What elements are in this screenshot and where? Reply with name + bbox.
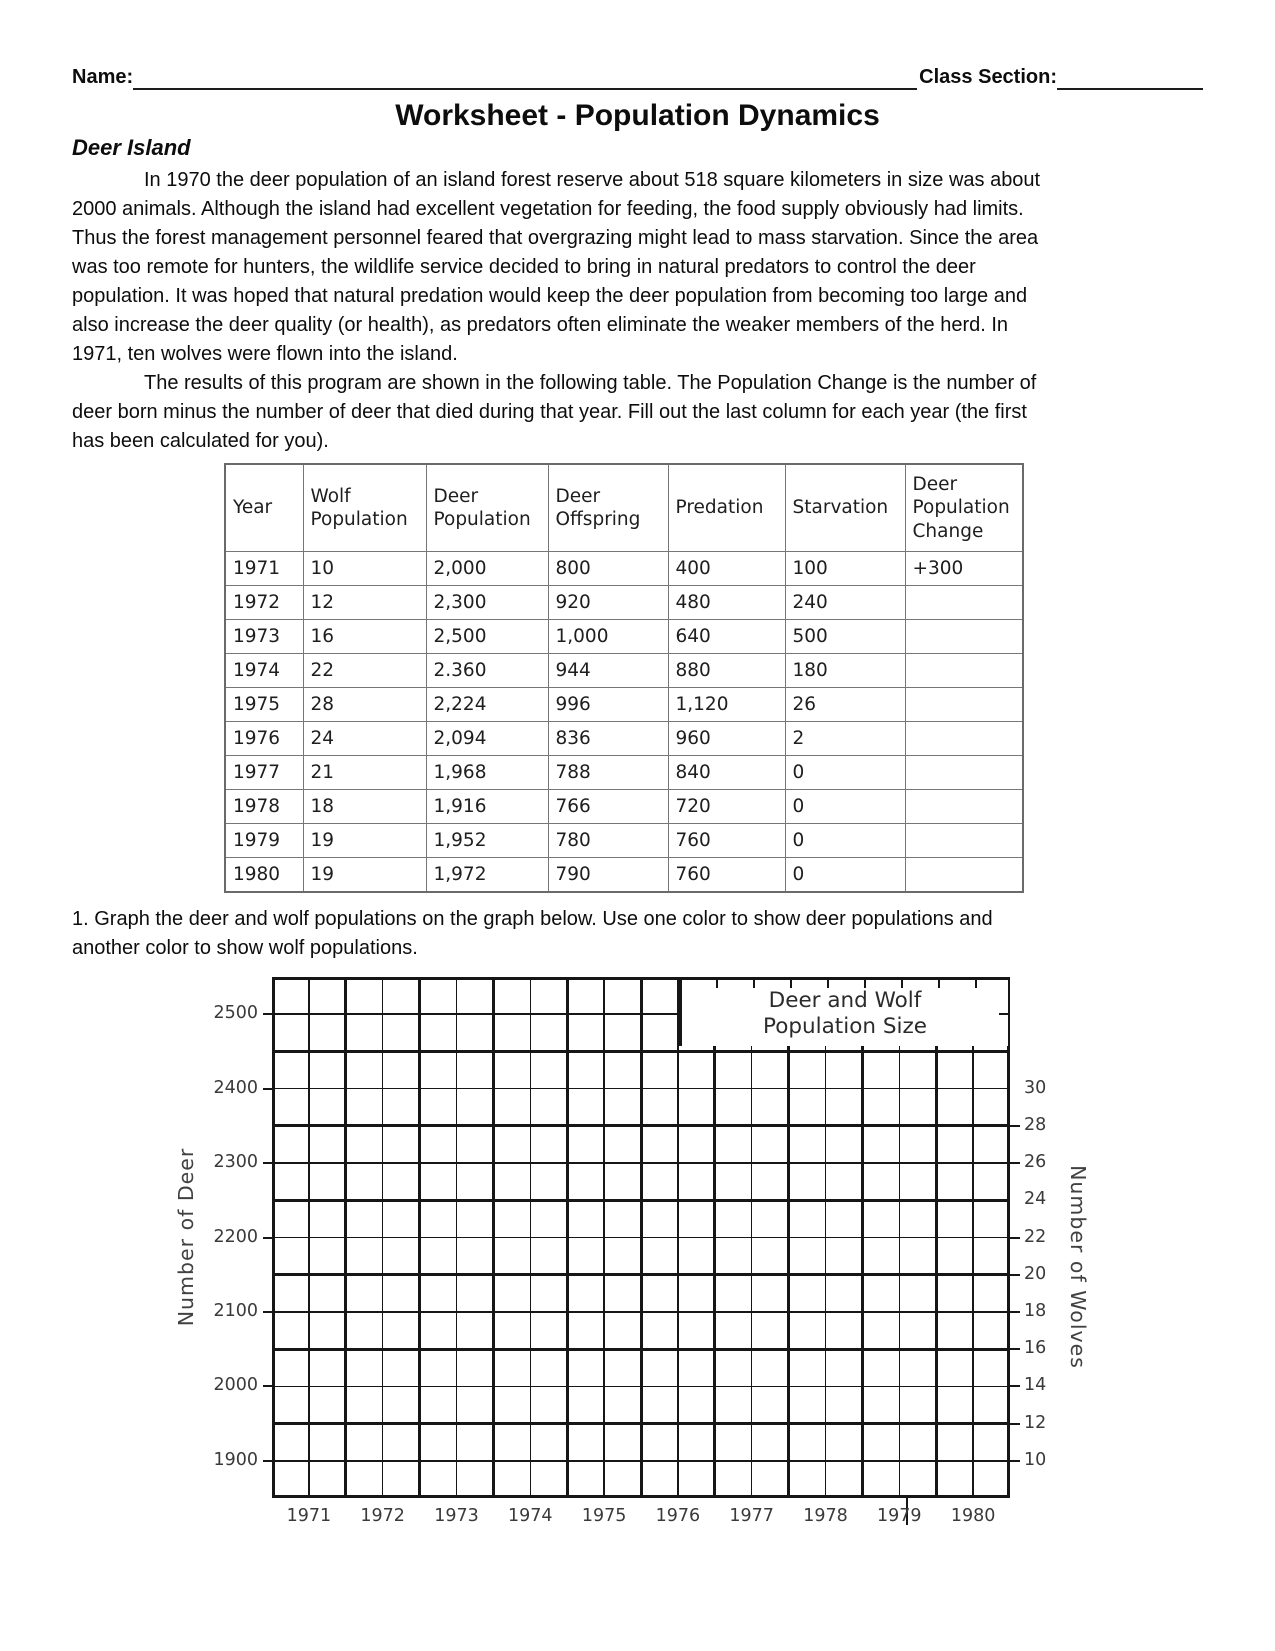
table-cell: 1,000 <box>548 620 668 654</box>
table-cell: +300 <box>905 552 1023 586</box>
text-line: 1. Graph the deer and wolf populations on the graph below. Use one color to show deer populations and <box>72 908 993 930</box>
table-row <box>225 790 1023 824</box>
wolf-axis-tick <box>1010 1348 1020 1350</box>
table-cell: 1977 <box>225 756 303 790</box>
wolf-tick-label: 14 <box>1024 1375 1047 1396</box>
table-row <box>225 552 1023 586</box>
x-axis-year-label: 1971 <box>286 1506 332 1526</box>
column-header: Deer Offspring <box>548 464 668 552</box>
table-cell <box>905 824 1023 858</box>
table-cell: 780 <box>548 824 668 858</box>
wolf-tick-label: 20 <box>1024 1263 1047 1284</box>
table-cell: 1979 <box>225 824 303 858</box>
text-line: was too remote for hunters, the wildlife service decided to bring in natural predators to control the deer <box>72 256 976 278</box>
grid-line-vertical <box>530 977 532 1498</box>
table-cell: 1,916 <box>426 790 548 824</box>
deer-axis-tick <box>263 1088 272 1090</box>
grid-line-vertical <box>566 977 569 1498</box>
grid-line-vertical <box>308 977 310 1498</box>
table-cell: 100 <box>785 552 905 586</box>
graph-title-box <box>679 980 1008 1046</box>
name-label: Name: <box>72 66 134 88</box>
grid-line-vertical <box>456 977 458 1498</box>
table-cell: 766 <box>548 790 668 824</box>
grid-line-vertical <box>751 977 753 1498</box>
deer-tick-label: 2300 <box>213 1152 258 1173</box>
table-cell: 800 <box>548 552 668 586</box>
text-line: deer born minus the number of deer that died during that year. Fill out the last column for each year (the first <box>72 401 1027 423</box>
title-box-column-tick <box>864 980 866 988</box>
column-header: Predation <box>668 464 785 552</box>
header-row <box>225 464 1023 552</box>
x-axis-year-label: 1973 <box>434 1506 479 1526</box>
column-header: Wolf Population <box>303 464 426 552</box>
wolf-axis-tick <box>1010 1385 1020 1387</box>
deer-axis-tick <box>263 1385 272 1387</box>
graph-title-line-2: Population Size <box>763 1014 927 1039</box>
table-cell <box>905 858 1023 893</box>
text-line: Thus the forest management personnel feared that overgrazing might lead to mass starvation. Since the area <box>72 227 1039 249</box>
title-box-column-tick <box>753 980 755 988</box>
y-axis-label-wolves: Number of Wolves <box>1066 1165 1090 1369</box>
table-cell: 640 <box>668 620 785 654</box>
table-cell: 996 <box>548 688 668 722</box>
title-box-column-tick <box>938 980 940 988</box>
column-header: Year <box>225 464 303 552</box>
x-axis-year-label: 1978 <box>803 1506 848 1526</box>
table-cell: 12 <box>303 586 426 620</box>
table-cell: 944 <box>548 654 668 688</box>
table-cell: 1978 <box>225 790 303 824</box>
deer-tick-label: 2200 <box>213 1226 258 1247</box>
table-row <box>225 756 1023 790</box>
table-cell: 0 <box>785 756 905 790</box>
wolf-tick-label: 26 <box>1024 1152 1047 1173</box>
table-cell: 1975 <box>225 688 303 722</box>
table-cell: 1976 <box>225 722 303 756</box>
class-section-label: Class Section: <box>919 66 1057 88</box>
wolf-tick-label: 10 <box>1024 1449 1047 1470</box>
table-cell: 790 <box>548 858 668 893</box>
section-heading: Deer Island <box>72 135 191 160</box>
table-row <box>225 858 1023 893</box>
table-cell: 880 <box>668 654 785 688</box>
wolf-axis-tick <box>1010 1237 1020 1239</box>
grid-line-vertical <box>344 977 347 1498</box>
grid-line-vertical <box>677 977 679 1498</box>
table-row <box>225 654 1023 688</box>
x-axis-year-label: 1977 <box>729 1506 774 1526</box>
x-axis-year-label: 1979 <box>877 1506 922 1526</box>
table-cell: 836 <box>548 722 668 756</box>
wolf-axis-tick <box>1010 1423 1020 1425</box>
wolf-tick-label: 28 <box>1024 1114 1047 1135</box>
grid-line-vertical <box>935 977 938 1498</box>
text-line: 1971, ten wolves were flown into the island. <box>72 343 458 365</box>
table-cell: 0 <box>785 858 905 893</box>
population-graph <box>72 965 1203 1575</box>
table-cell: 1973 <box>225 620 303 654</box>
table-cell: 400 <box>668 552 785 586</box>
deer-axis-tick <box>263 1460 272 1462</box>
intro-paragraph <box>72 166 1203 369</box>
wolf-axis-tick <box>1010 1274 1020 1276</box>
x-axis-year-label: 1974 <box>508 1506 553 1526</box>
grid-line-vertical <box>899 977 901 1498</box>
table-cell: 2,224 <box>426 688 548 722</box>
population-table <box>224 463 1024 893</box>
title-box-column-tick <box>901 980 903 988</box>
x-axis-year-label: 1980 <box>950 1506 996 1526</box>
grid-line-vertical <box>603 977 605 1498</box>
column-header: Deer Population <box>426 464 548 552</box>
table-cell: 18 <box>303 790 426 824</box>
text-line: 2000 animals. Although the island had excellent vegetation for feeding, the food supply obviously had limits. <box>72 198 1024 220</box>
table-row <box>225 824 1023 858</box>
table-cell: 2,000 <box>426 552 548 586</box>
y-axis-label-deer: Number of Deer <box>174 1147 198 1327</box>
wolf-tick-label: 22 <box>1024 1226 1047 1247</box>
title-box-column-tick <box>975 980 977 988</box>
title-box-edge-tick <box>999 1013 1008 1015</box>
grid-line-vertical <box>272 977 275 1498</box>
table-cell: 1971 <box>225 552 303 586</box>
table-cell <box>905 586 1023 620</box>
table-cell <box>905 756 1023 790</box>
wolf-tick-label: 30 <box>1024 1077 1047 1098</box>
header-row <box>72 66 1203 90</box>
table-cell: 788 <box>548 756 668 790</box>
table-cell: 2,094 <box>426 722 548 756</box>
title-box-column-tick <box>790 980 792 988</box>
table-cell: 0 <box>785 824 905 858</box>
deer-tick-label: 2500 <box>213 1003 258 1024</box>
table-cell: 2.360 <box>426 654 548 688</box>
wolf-tick-label: 24 <box>1024 1189 1047 1210</box>
class-section-blank-line <box>1057 66 1203 90</box>
table-cell: 480 <box>668 586 785 620</box>
text-line: also increase the deer quality (or health), as predators often eliminate the weaker members of the herd. In <box>72 314 1009 336</box>
table-cell: 22 <box>303 654 426 688</box>
deer-axis-tick <box>263 1162 272 1164</box>
table-cell: 840 <box>668 756 785 790</box>
table-cell: 1972 <box>225 586 303 620</box>
column-header: Deer Population Change <box>905 464 1023 552</box>
table-cell: 960 <box>668 722 785 756</box>
table-cell: 19 <box>303 858 426 893</box>
table-cell: 0 <box>785 790 905 824</box>
graph-title-line-1: Deer and Wolf <box>768 988 922 1013</box>
table-cell: 28 <box>303 688 426 722</box>
deer-tick-label: 2000 <box>213 1375 258 1396</box>
table-cell: 920 <box>548 586 668 620</box>
grid-line-vertical <box>640 977 643 1498</box>
grid-line-vertical <box>825 977 827 1498</box>
table-cell: 240 <box>785 586 905 620</box>
table-row <box>225 722 1023 756</box>
title-box-column-tick <box>716 980 718 988</box>
page-title: Worksheet - Population Dynamics <box>395 99 880 132</box>
wolf-axis-tick <box>1010 1311 1020 1313</box>
x-axis-year-label: 1972 <box>360 1506 405 1526</box>
table-cell: 1974 <box>225 654 303 688</box>
table-row <box>225 620 1023 654</box>
wolf-axis-tick <box>1010 1460 1020 1462</box>
table-cell: 760 <box>668 824 785 858</box>
wolf-tick-label: 18 <box>1024 1300 1047 1321</box>
deer-axis-tick <box>263 1013 272 1015</box>
wolf-tick-label: 16 <box>1024 1338 1047 1359</box>
table-cell <box>905 620 1023 654</box>
title-box-column-tick <box>827 980 829 988</box>
grid-line-vertical <box>492 977 495 1498</box>
grid-line-vertical <box>713 977 716 1498</box>
x-axis-year-label: 1976 <box>655 1506 701 1526</box>
deer-tick-label: 1900 <box>213 1449 258 1470</box>
population-table-body <box>225 552 1023 893</box>
table-row <box>225 688 1023 722</box>
table-cell <box>905 722 1023 756</box>
deer-tick-label: 2100 <box>213 1300 258 1321</box>
table-cell <box>905 790 1023 824</box>
table-cell: 1,968 <box>426 756 548 790</box>
table-cell: 19 <box>303 824 426 858</box>
table-cell: 2,500 <box>426 620 548 654</box>
wolf-axis-tick <box>1010 1125 1020 1127</box>
deer-axis-tick <box>263 1311 272 1313</box>
table-row <box>225 586 1023 620</box>
table-cell <box>905 688 1023 722</box>
table-cell: 720 <box>668 790 785 824</box>
wolf-tick-label: 12 <box>1024 1412 1047 1433</box>
text-line: another color to show wolf populations. <box>72 937 418 959</box>
table-note-paragraph <box>72 369 1203 456</box>
graph-grid <box>213 977 1047 1498</box>
table-cell: 2 <box>785 722 905 756</box>
grid-line-vertical <box>787 977 790 1498</box>
question-1 <box>72 905 1203 963</box>
table-cell: 10 <box>303 552 426 586</box>
text-line: has been calculated for you). <box>72 430 329 452</box>
table-cell: 500 <box>785 620 905 654</box>
table-cell: 1980 <box>225 858 303 893</box>
name-blank-line <box>133 66 917 90</box>
table-cell: 180 <box>785 654 905 688</box>
table-cell: 24 <box>303 722 426 756</box>
grid-line-vertical <box>861 977 864 1498</box>
text-line: In 1970 the deer population of an island forest reserve about 518 square kilometers in size was about <box>144 169 1041 191</box>
grid-line-vertical <box>382 977 384 1498</box>
text-line: The results of this program are shown in the following table. The Population Change is the number of <box>144 372 1037 394</box>
table-cell: 2,300 <box>426 586 548 620</box>
population-table-header <box>225 464 1023 552</box>
wolf-axis-tick <box>1010 1162 1020 1164</box>
table-cell <box>905 654 1023 688</box>
column-header: Starvation <box>785 464 905 552</box>
text-line: population. It was hoped that natural predation would keep the deer population from becoming too large and <box>72 285 1028 307</box>
table-cell: 21 <box>303 756 426 790</box>
deer-tick-label: 2400 <box>213 1077 258 1098</box>
table-cell: 26 <box>785 688 905 722</box>
x-axis-year-label: 1975 <box>581 1506 627 1526</box>
deer-axis-tick <box>263 1237 272 1239</box>
table-cell: 1,972 <box>426 858 548 893</box>
table-cell: 1,952 <box>426 824 548 858</box>
table-cell: 16 <box>303 620 426 654</box>
grid-line-vertical <box>972 977 974 1498</box>
table-cell: 760 <box>668 858 785 893</box>
table-cell: 1,120 <box>668 688 785 722</box>
grid-line-vertical <box>418 977 421 1498</box>
